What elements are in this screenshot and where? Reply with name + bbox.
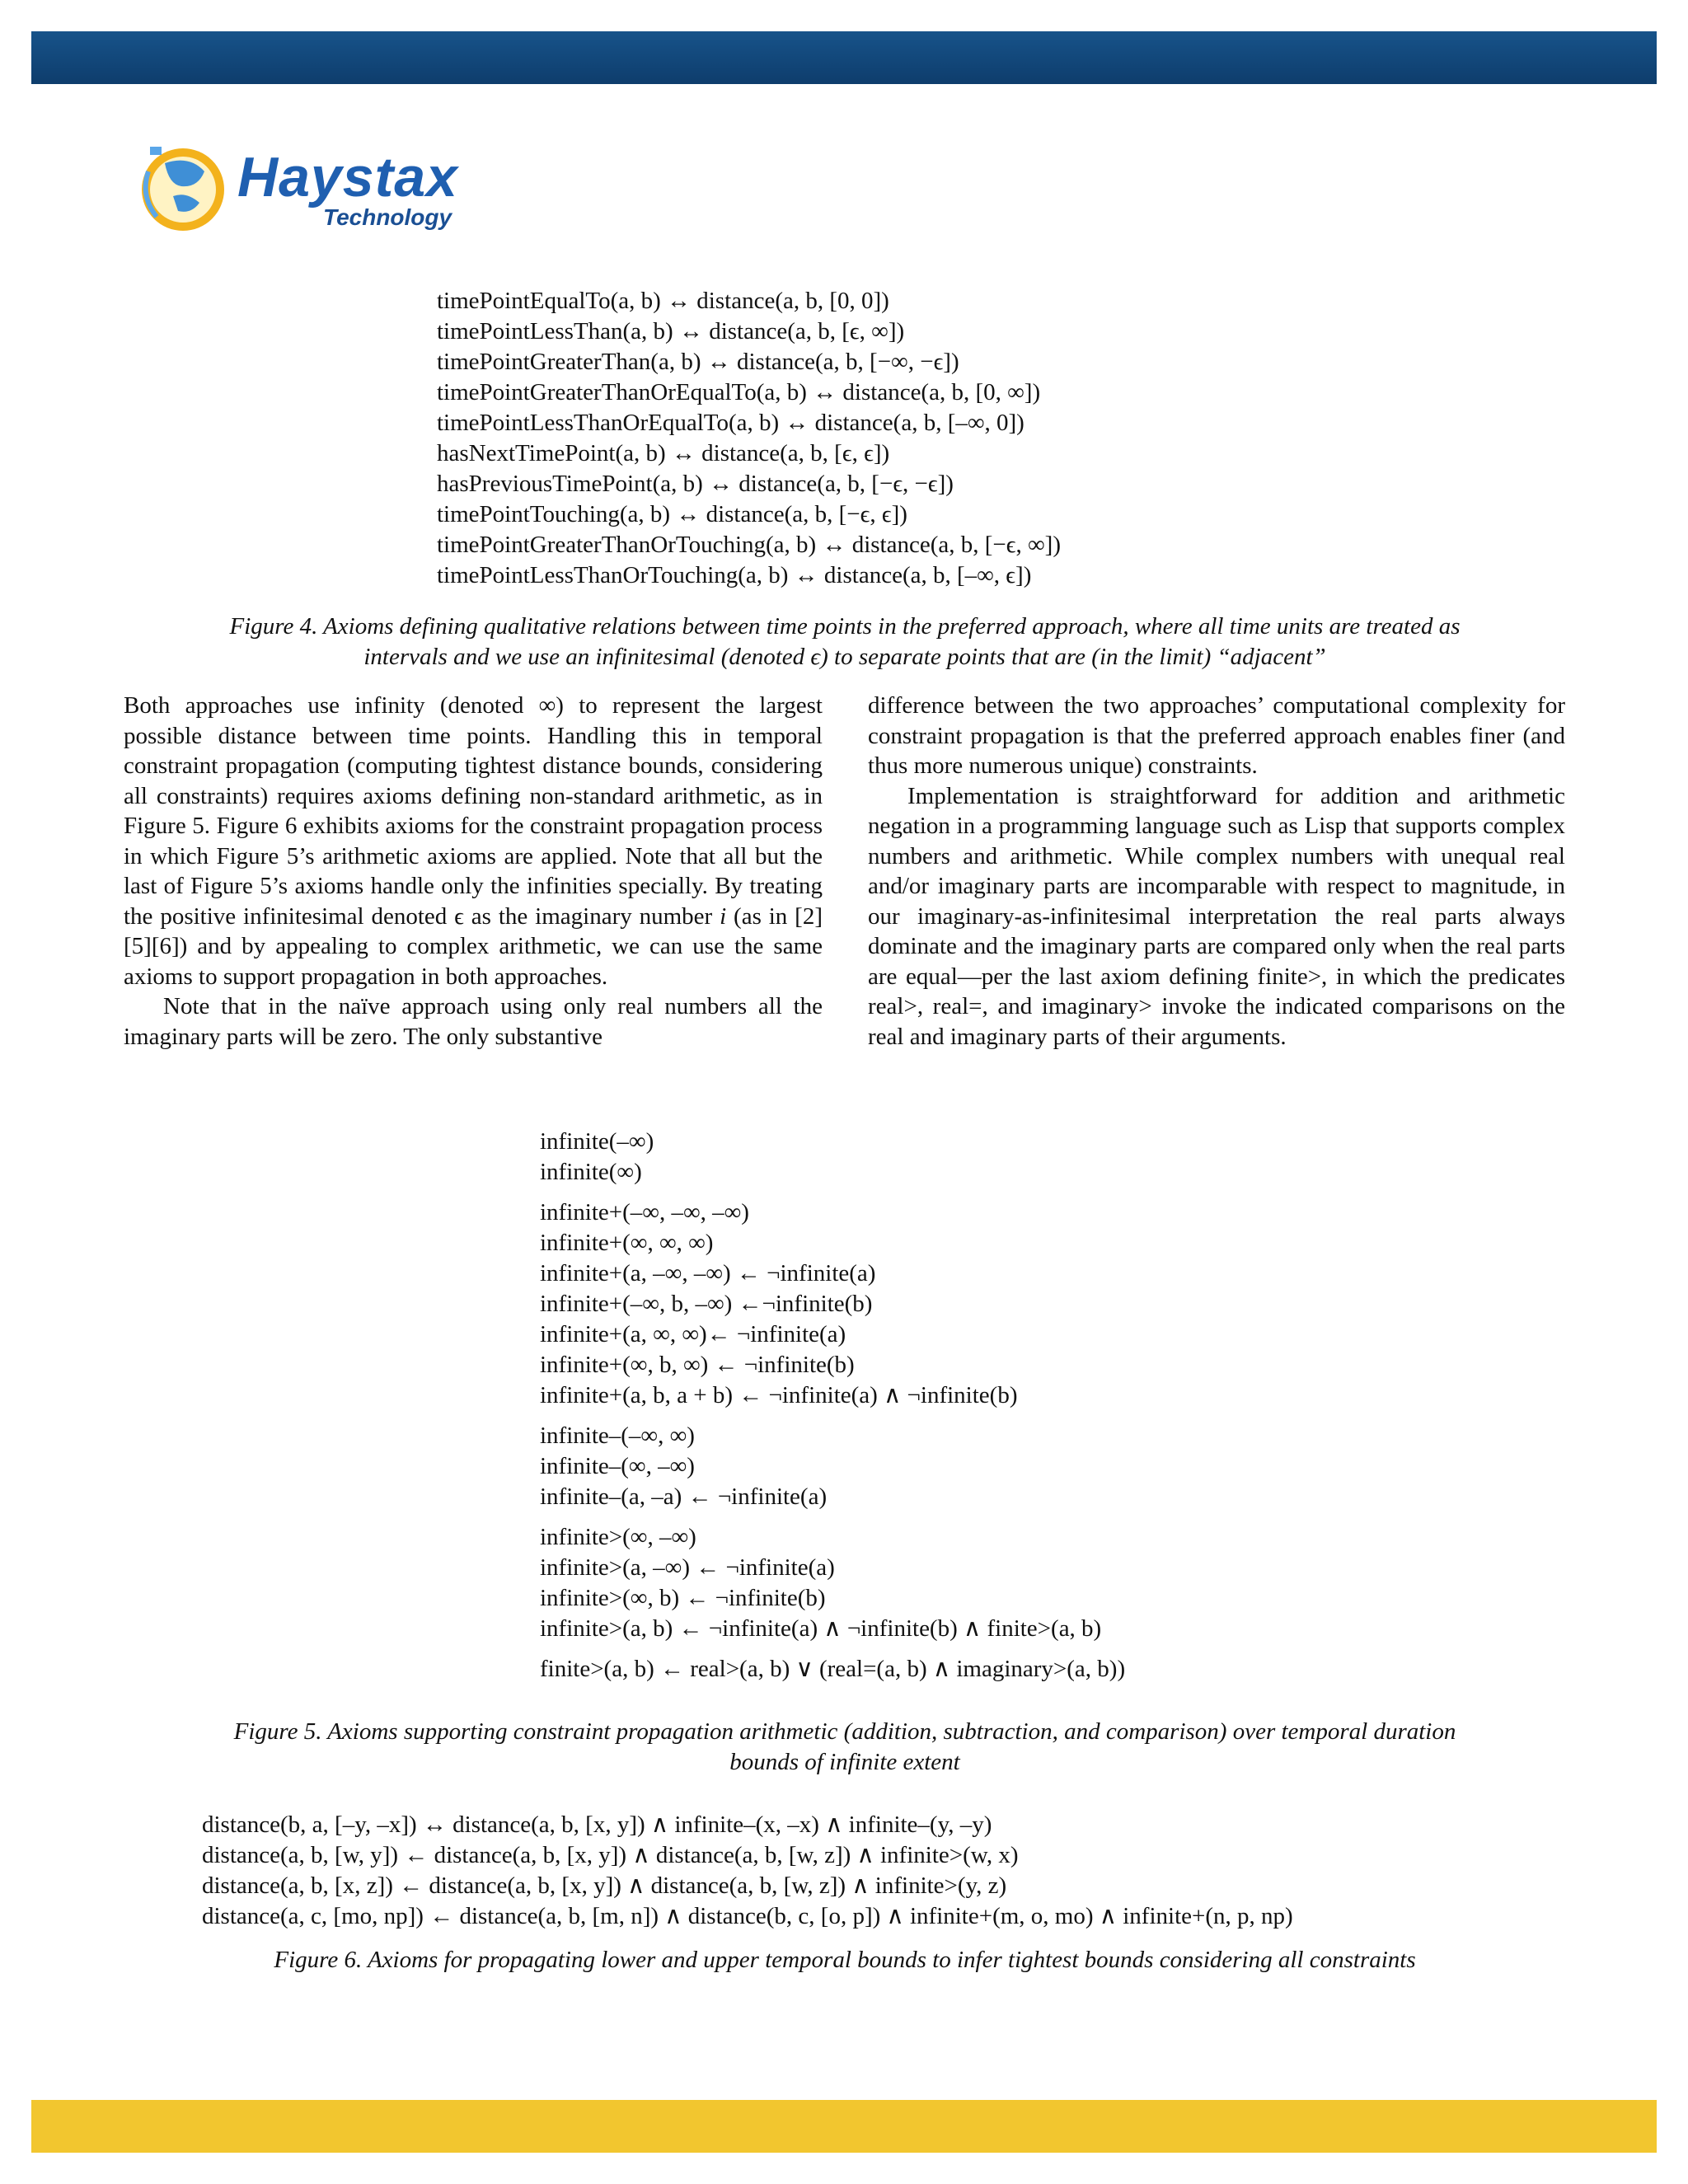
figure6-axioms	[202, 1810, 1293, 1932]
axiom-line: infinite–(∞, –∞)	[540, 1453, 695, 1479]
figure5-caption	[82, 1717, 1607, 1778]
paragraph: difference between the two approaches’ computational complexity for constraint propagation is that the preferred approach enables finer (and thus more numerous unique) constraints.	[868, 692, 1565, 779]
axiom-line: timePointLessThanOrEqualTo(a, b) ↔ distance(a, b, [–∞, 0])	[437, 410, 1025, 436]
body-column-left	[124, 691, 823, 1052]
figure4-caption	[82, 612, 1607, 673]
figure6-caption	[82, 1945, 1607, 1975]
axiom-line: infinite+(a, –∞, –∞) ← ¬infinite(a)	[540, 1260, 876, 1286]
logo-subtitle: Technology	[323, 204, 452, 230]
axiom-line: distance(a, b, [x, z]) ← distance(a, b, [x, y]) ∧ distance(a, b, [w, z]) ∧ infinite>(y, z)	[202, 1872, 1007, 1899]
axiom-line: hasPreviousTimePoint(a, b) ↔ distance(a, b, [−ϵ, −ϵ])	[437, 471, 954, 497]
figure5-axioms	[540, 1127, 1125, 1685]
axiom-line: hasNextTimePoint(a, b) ↔ distance(a, b, [ϵ, ϵ])	[437, 440, 890, 466]
axiom-line: distance(b, a, [–y, –x]) ↔ distance(a, b, [x, y]) ∧ infinite–(x, –x) ∧ infinite–(y, –y)	[202, 1811, 992, 1838]
axiom-line: infinite+(–∞, b, –∞) ←¬infinite(b)	[540, 1291, 873, 1317]
axiom-line: timePointTouching(a, b) ↔ distance(a, b, [−ϵ, ϵ])	[437, 501, 907, 527]
axiom-line: infinite+(∞, ∞, ∞)	[540, 1230, 714, 1256]
haystax-logo	[132, 138, 478, 237]
caption-line: Figure 6. Axioms for propagating lower and upper temporal bounds to infer tightest bounds considering all constraints	[274, 1947, 1416, 1973]
axiom-line: infinite+(a, ∞, ∞)← ¬infinite(a)	[540, 1321, 846, 1347]
paragraph: Note that in the naïve approach using only real numbers all the imaginary parts will be zero. The only substantive	[124, 993, 823, 1050]
logo-wordmark: Haystax	[237, 146, 458, 209]
axiom-line: infinite+(–∞, –∞, –∞)	[540, 1199, 749, 1226]
axiom-line: infinite>(∞, b) ← ¬infinite(b)	[540, 1585, 826, 1611]
axiom-line: timePointEqualTo(a, b) ↔ distance(a, b, [0, 0])	[437, 288, 889, 314]
caption-line: intervals and we use an infinitesimal (denoted ϵ) to separate points that are (in the limit) “adjacent”	[363, 644, 1326, 670]
axiom-line: infinite(–∞)	[540, 1128, 654, 1155]
axiom-line: timePointGreaterThan(a, b) ↔ distance(a, b, [−∞, −ϵ])	[437, 349, 959, 375]
axiom-line: infinite(∞)	[540, 1159, 642, 1185]
magnifier-globe-icon	[132, 138, 239, 237]
axiom-line: infinite–(–∞, ∞)	[540, 1422, 695, 1449]
axiom-line: infinite>(a, –∞) ← ¬infinite(a)	[540, 1554, 835, 1581]
italic-symbol: i	[720, 902, 727, 930]
body-column-right	[868, 691, 1565, 1052]
axiom-line: infinite–(a, –a) ← ¬infinite(a)	[540, 1483, 828, 1510]
paragraph-text: Both approaches use infinity (denoted ∞) to represent the largest possible distance between time points. Handling this in temporal constraint propagation (computing tightest distance bounds, considering all constraints) requires axioms defining non-standard arithmetic, as in Figure 5. Figure 6 exhibits axioms for the constraint propagation process in which Figure 5’s arithmetic axioms are applied. Note that all but the last of Figure 5’s axioms handle only the infinities specially. By treating the positive infinitesimal denoted ϵ as the imaginary number	[124, 692, 823, 930]
paragraph	[124, 691, 823, 991]
axiom-line: timePointLessThanOrTouching(a, b) ↔ distance(a, b, [–∞, ϵ])	[437, 562, 1032, 588]
paragraph-text: (as in [2][5][6]) and by appealing to complex arithmetic, we can use the same axioms to support propagation in both approaches.	[124, 902, 823, 990]
axiom-line: infinite+(∞, b, ∞) ← ¬infinite(b)	[540, 1352, 855, 1378]
footer-banner	[31, 2100, 1657, 2153]
axiom-line: infinite+(a, b, a + b) ← ¬infinite(a) ∧ ¬infinite(b)	[540, 1382, 1018, 1408]
axiom-line: distance(a, b, [w, y]) ← distance(a, b, [x, y]) ∧ distance(a, b, [w, z]) ∧ infinite>(w, x)	[202, 1842, 1019, 1868]
paragraph: Implementation is straightforward for addition and arithmetic negation in a programming language such as Lisp that supports complex numbers and arithmetic. While complex numbers with unequal real and/or imaginary parts are incomparable with respect to magnitude, in our imaginary-as-infinitesimal interpretation the real parts always dominate and the imaginary parts are compared only when the real parts are equal—per the last axiom defining finite>, in which the predicates real>, real=, and imaginary> invoke the indicated comparisons on the real and imaginary parts of their arguments.	[868, 782, 1565, 1050]
figure4-axioms	[437, 286, 1061, 591]
axiom-line: distance(a, c, [mo, np]) ← distance(a, b, [m, n]) ∧ distance(b, c, [o, p]) ∧ infinite+(m, o, mo) ∧ infinite+(n, p, np)	[202, 1903, 1293, 1929]
axiom-line: infinite>(∞, –∞)	[540, 1524, 696, 1550]
axiom-line: timePointGreaterThanOrTouching(a, b) ↔ distance(a, b, [−ϵ, ∞])	[437, 532, 1061, 558]
axiom-line: infinite>(a, b) ← ¬infinite(a) ∧ ¬infinite(b) ∧ finite>(a, b)	[540, 1615, 1102, 1642]
caption-line: Figure 4. Axioms defining qualitative relations between time points in the preferred approach, where all time units are treated as	[229, 613, 1461, 640]
axiom-line: timePointGreaterThanOrEqualTo(a, b) ↔ distance(a, b, [0, ∞])	[437, 379, 1041, 405]
axiom-line: timePointLessThan(a, b) ↔ distance(a, b, [ϵ, ∞])	[437, 318, 905, 344]
caption-line: Figure 5. Axioms supporting constraint propagation arithmetic (addition, subtraction, and comparison) over temporal duration	[233, 1718, 1456, 1745]
axiom-line: finite>(a, b) ← real>(a, b) ∨ (real=(a, b) ∧ imaginary>(a, b))	[540, 1656, 1126, 1682]
header-banner	[31, 31, 1657, 84]
caption-line: bounds of infinite extent	[729, 1749, 960, 1775]
